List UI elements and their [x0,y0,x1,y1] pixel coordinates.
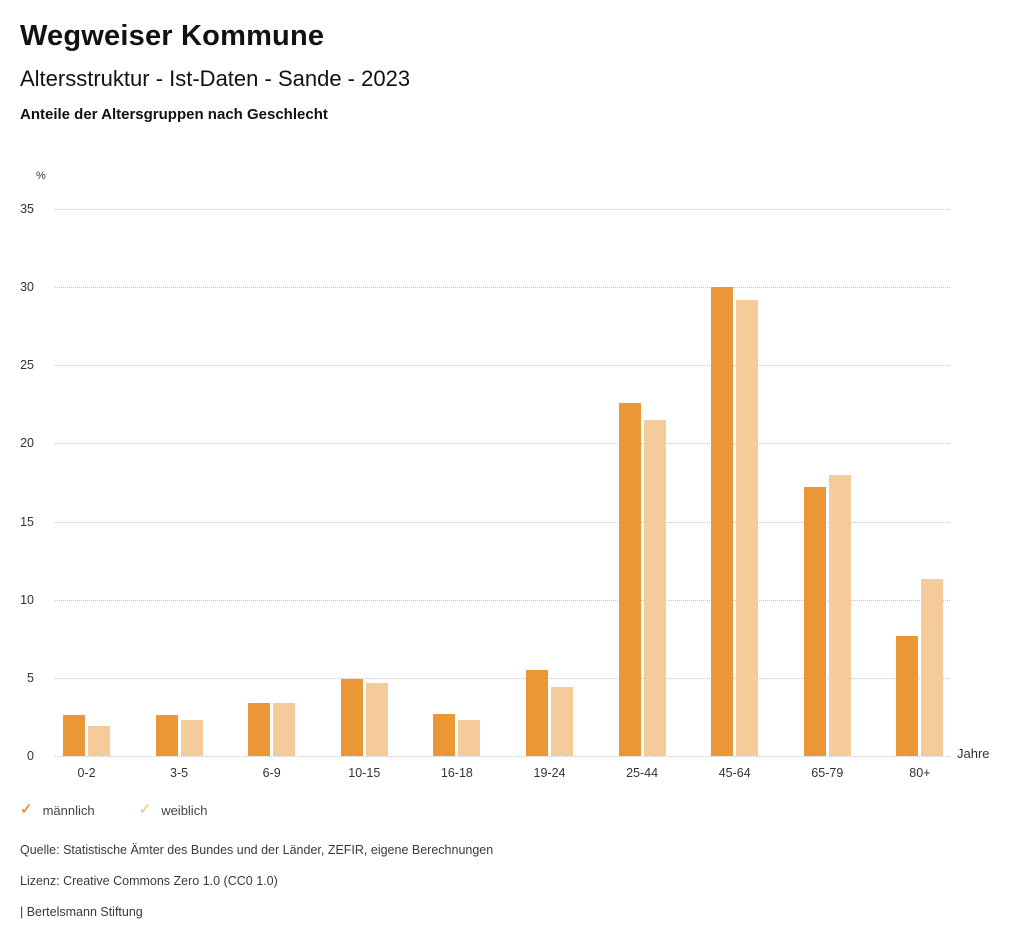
x-tick-label: 65-79 [811,766,844,780]
checkmark-icon: ✓ [138,801,152,818]
x-axis-unit-label: Jahre [957,746,990,761]
gridline [55,209,950,210]
bar-männlich-16-18[interactable] [433,714,455,756]
y-tick-label: 15 [20,514,34,529]
bar-weiblich-3-5[interactable] [181,720,203,756]
bar-weiblich-0-2[interactable] [88,726,110,756]
gridline [55,287,950,288]
x-tick-label: 45-64 [718,766,751,780]
y-tick-label: 0 [27,749,34,763]
x-tick-label: 3-5 [170,766,189,780]
y-tick-label: 30 [20,280,34,295]
bar-weiblich-6-9[interactable] [273,703,295,756]
y-tick-label: 35 [20,202,34,216]
x-tick-label: 10-15 [348,766,381,780]
bar-weiblich-16-18[interactable] [458,720,480,756]
app-title: Wegweiser Kommune [20,20,325,52]
x-tick-label: 25-44 [626,766,659,780]
legend-label: weiblich [161,802,208,818]
y-axis-unit-label: % [36,170,46,182]
x-tick-label: 0-2 [77,766,96,780]
gridline [55,756,950,757]
bar-männlich-25-44[interactable] [619,403,641,756]
gridline [55,365,950,366]
license-note: Lizenz: Creative Commons Zero 1.0 (CC0 1.0) [20,874,278,888]
bar-weiblich-25-44[interactable] [644,420,666,756]
legend [20,802,251,818]
x-tick-label: 16-18 [440,766,473,780]
bar-männlich-10-15[interactable] [341,679,363,756]
checkmark-icon: ✓ [20,801,33,818]
legend-item-weiblich[interactable] [139,802,208,818]
legend-label: männlich [42,802,95,818]
attribution-note: | Bertelsmann Stiftung [20,905,143,919]
bar-weiblich-10-15[interactable] [366,683,388,756]
bar-männlich-3-5[interactable] [156,715,178,756]
bar-weiblich-45-64[interactable] [736,300,758,756]
x-tick-label: 80+ [909,766,931,780]
y-tick-label: 20 [20,436,34,451]
bar-männlich-19-24[interactable] [526,670,548,756]
plot-area [20,202,950,780]
bar-männlich-65-79[interactable] [804,487,826,756]
bar-männlich-45-64[interactable] [711,287,733,756]
bar-weiblich-80+[interactable] [921,579,943,756]
y-tick-label: 5 [27,670,34,685]
y-tick-label: 25 [20,358,34,373]
bar-männlich-0-2[interactable] [63,715,85,756]
chart-caption: Anteile der Altersgruppen nach Geschlecht [20,106,328,123]
chart-title: Altersstruktur - Ist-Daten - Sande - 2023 [20,66,411,91]
bar-weiblich-19-24[interactable] [551,687,573,756]
bar-weiblich-65-79[interactable] [829,475,851,756]
y-tick-label: 10 [20,592,34,607]
x-tick-label: 6-9 [262,766,281,780]
legend-item-maennlich[interactable] [20,802,95,818]
bar-männlich-6-9[interactable] [248,703,270,756]
bar-männlich-80+[interactable] [896,636,918,756]
source-note: Quelle: Statistische Ämter des Bundes und der Länder, ZEFIR, eigene Berechnungen [20,843,494,857]
x-tick-label: 19-24 [533,766,566,780]
gridline [55,443,950,444]
